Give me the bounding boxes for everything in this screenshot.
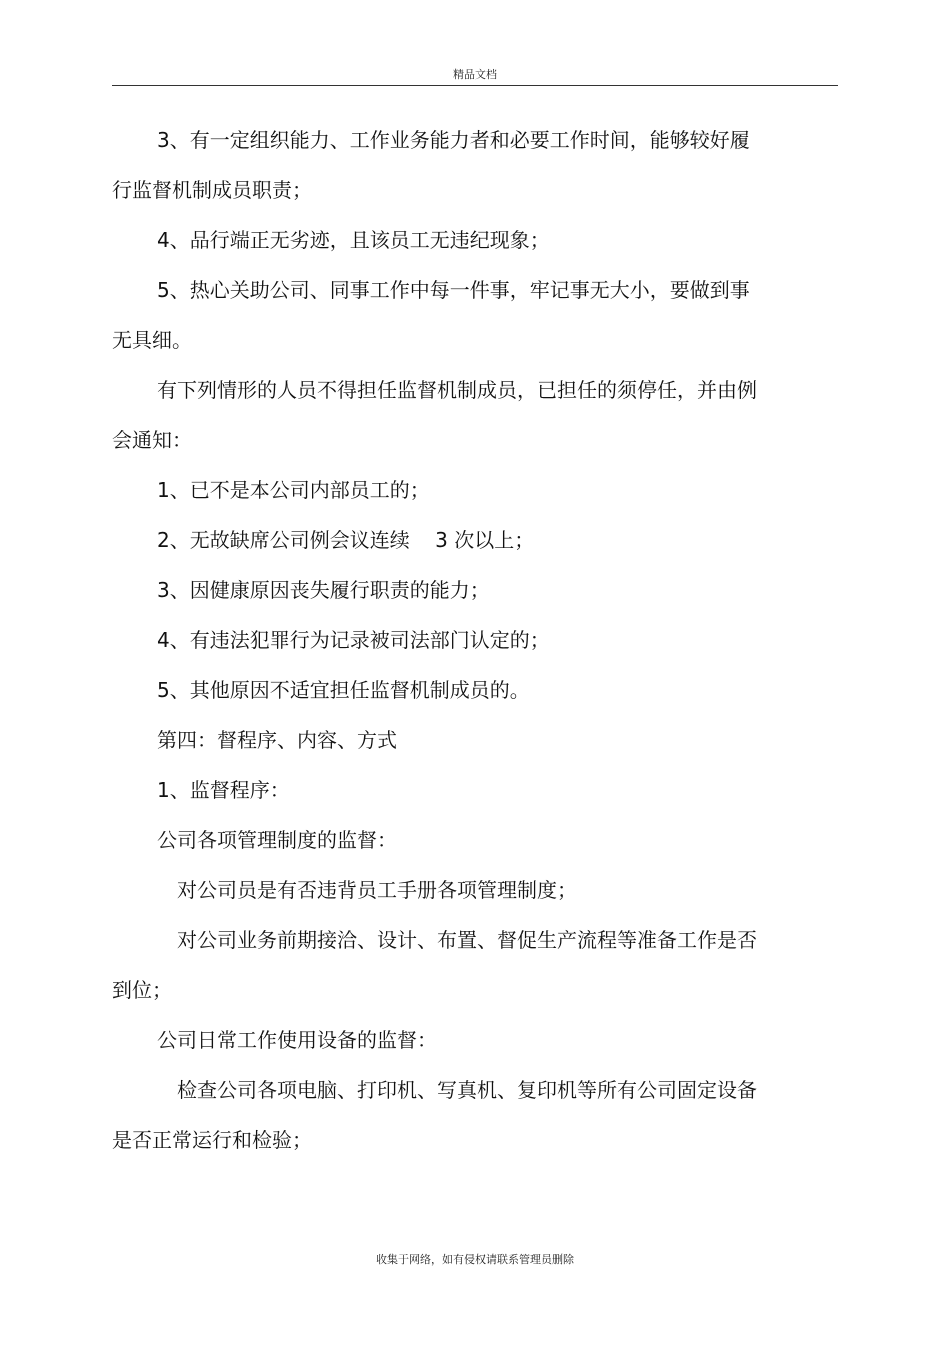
- page-header: 精品文档: [453, 68, 497, 81]
- page-footer: 收集于网络，如有侵权请联系管理员删除: [376, 1253, 574, 1266]
- text-line: 2、无故缺席公司例会议连续 3 次以上；: [157, 528, 535, 552]
- text-line: 1、已不是本公司内部员工的；: [157, 478, 430, 502]
- text-line: 对公司员是有否违背员工手册各项管理制度；: [177, 878, 577, 902]
- text-line: 公司日常工作使用设备的监督：: [157, 1028, 437, 1052]
- text-line: 会通知：: [112, 428, 192, 452]
- text-line: 无具细。: [112, 328, 192, 352]
- text-line: 对公司业务前期接洽、设计、布置、督促生产流程等准备工作是否: [177, 928, 757, 952]
- text-line: 公司各项管理制度的监督：: [157, 828, 397, 852]
- text-line: 3、有一定组织能力、工作业务能力者和必要工作时间，能够较好履: [157, 128, 750, 152]
- text-line: 5、热心关助公司、同事工作中每一件事，牢记事无大小，要做到事: [157, 278, 750, 302]
- text-line: 到位；: [112, 978, 172, 1002]
- text-line: 有下列情形的人员不得担任监督机制成员，已担任的须停任，并由例: [157, 378, 757, 402]
- text-line: 检查公司各项电脑、打印机、写真机、复印机等所有公司固定设备: [177, 1078, 757, 1102]
- text-line: 5、其他原因不适宜担任监督机制成员的。: [157, 678, 530, 702]
- text-line: 行监督机制成员职责；: [112, 178, 312, 202]
- header-divider: [112, 85, 838, 86]
- text-line: 是否正常运行和检验；: [112, 1128, 312, 1152]
- text-line: 1、监督程序：: [157, 778, 290, 802]
- text-line: 3、因健康原因丧失履行职责的能力；: [157, 578, 490, 602]
- section-heading: 第四：督程序、内容、方式: [157, 728, 397, 752]
- text-line: 4、有违法犯罪行为记录被司法部门认定的；: [157, 628, 550, 652]
- text-line: 4、品行端正无劣迹，且该员工无违纪现象；: [157, 228, 550, 252]
